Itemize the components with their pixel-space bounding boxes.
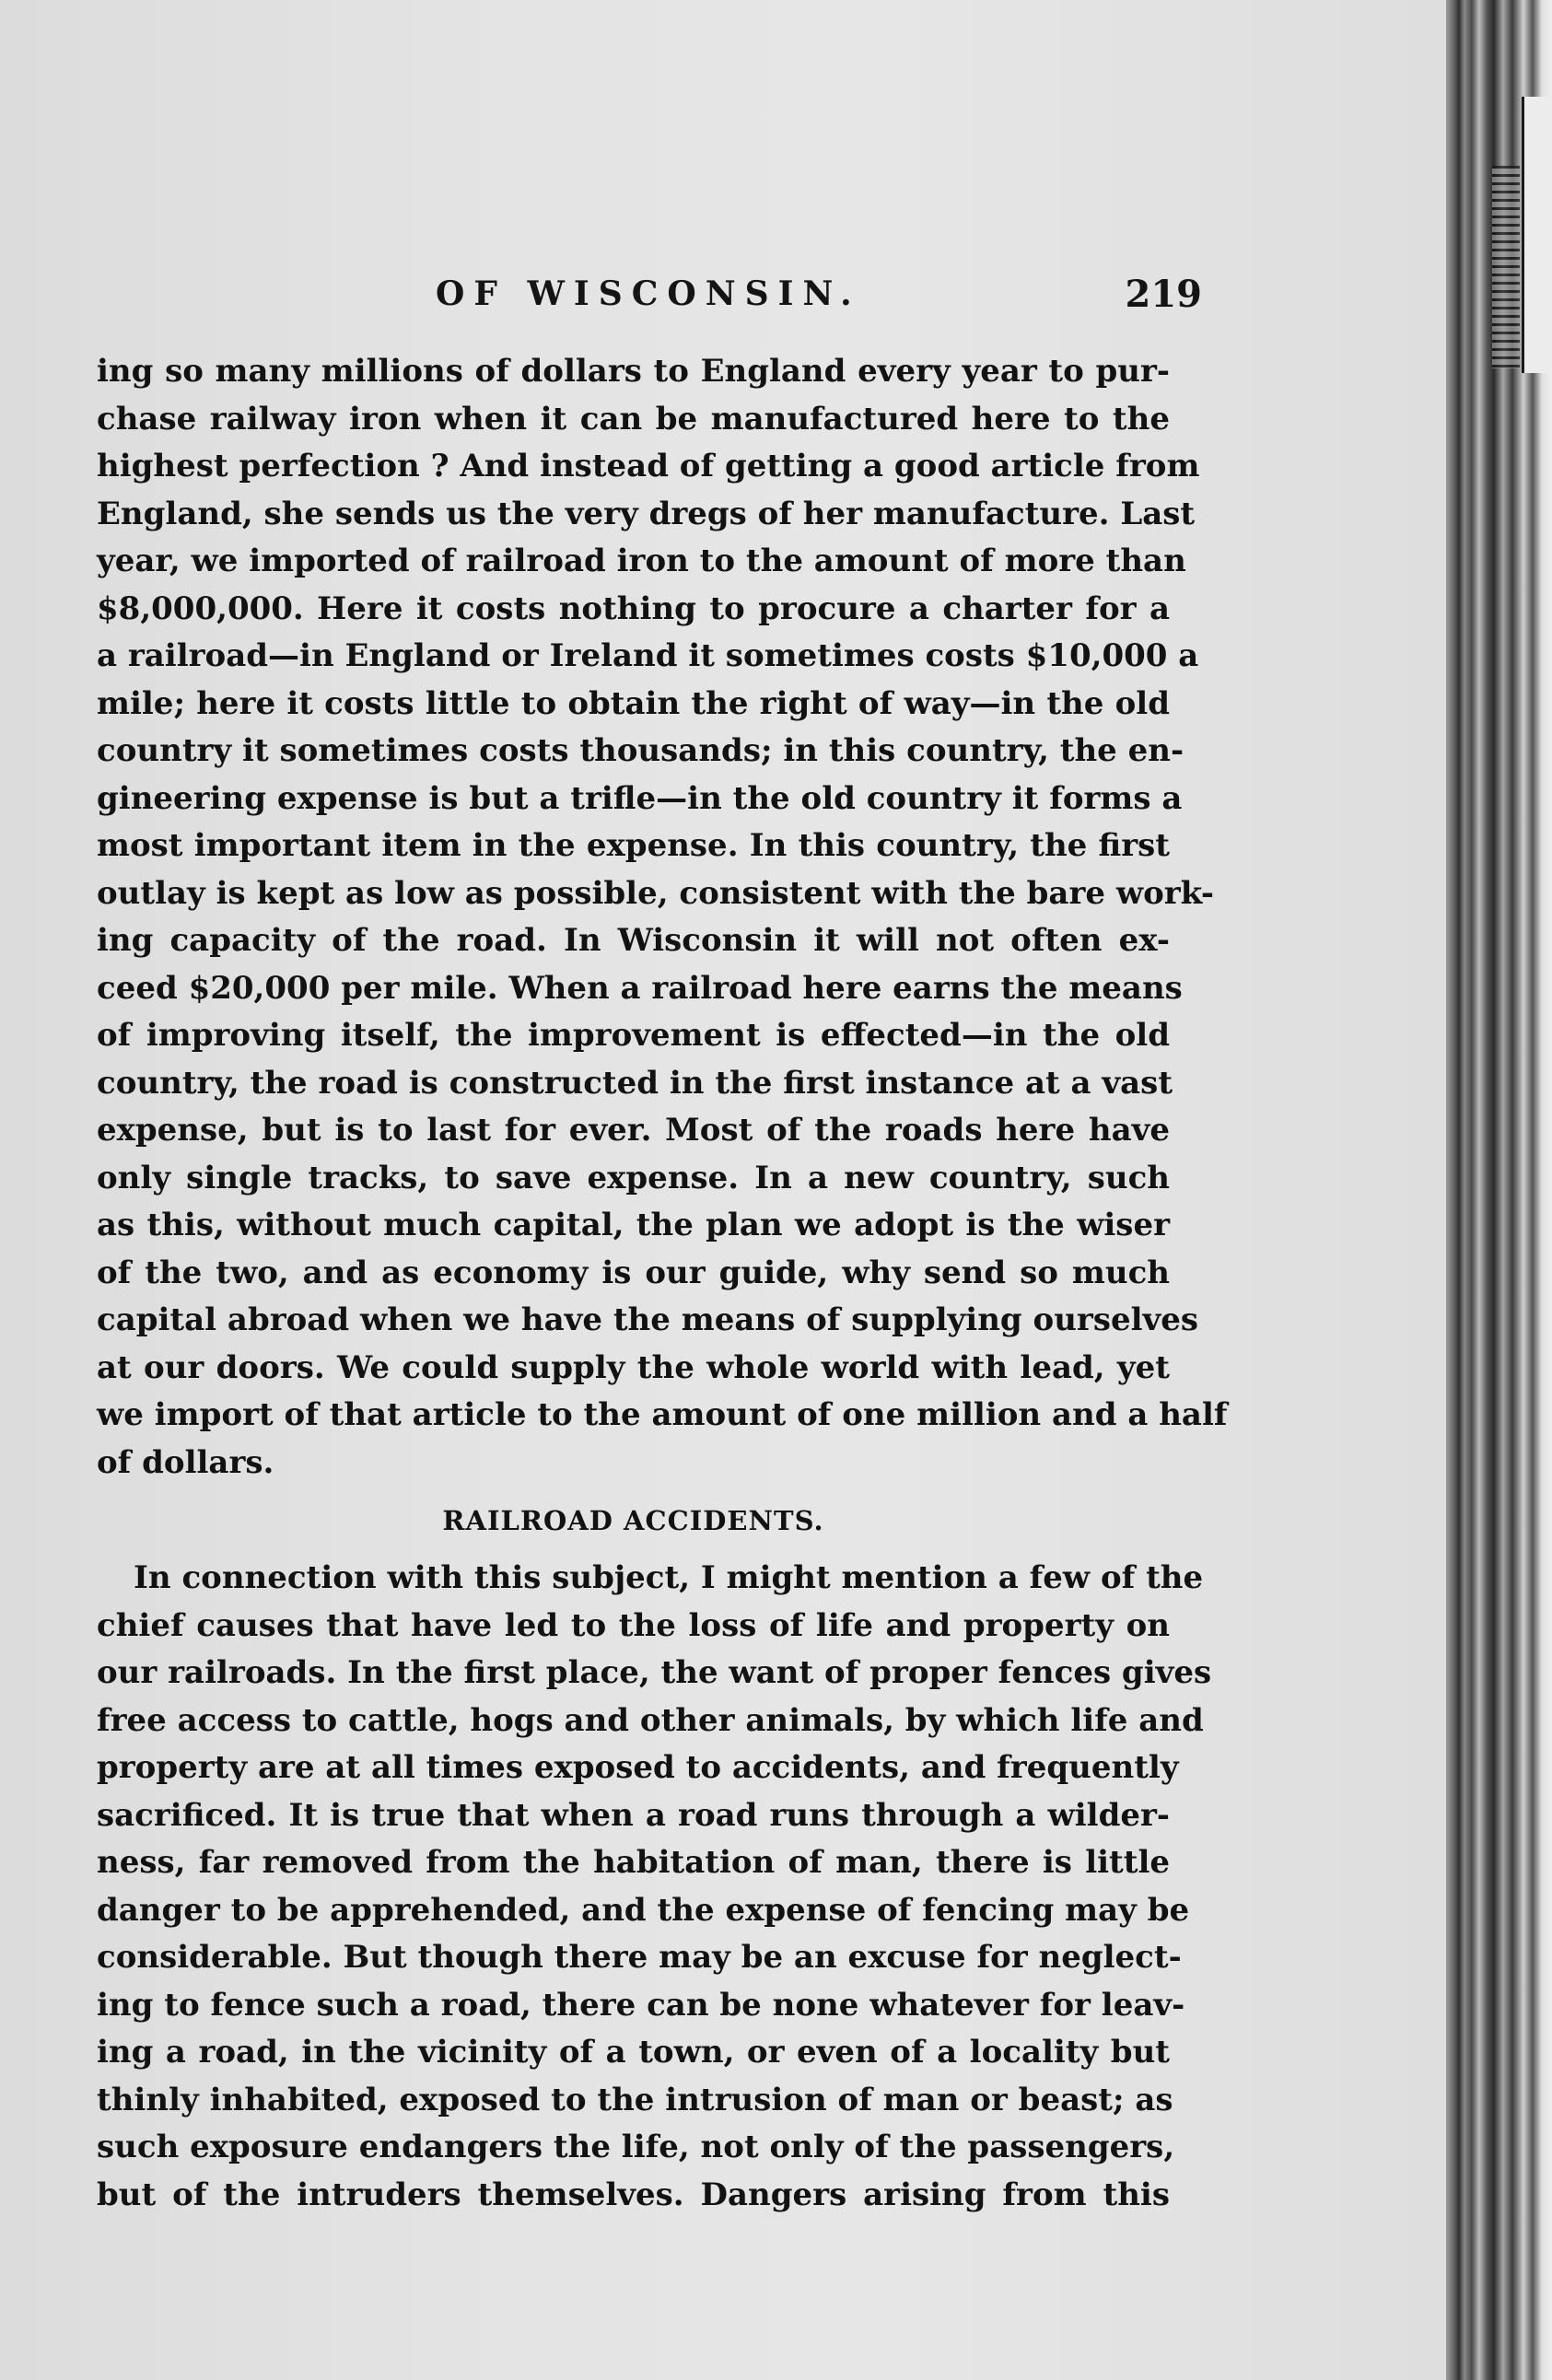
- text-line: England, she sends us the very dregs of her manufacture. Last: [97, 495, 1196, 532]
- section-heading: RAILROAD ACCIDENTS.: [442, 1505, 824, 1536]
- text-line: outlay is kept as low as possible, consistent with the bare work-: [97, 874, 1214, 912]
- page-number: 219: [1125, 273, 1202, 316]
- text-line: property are at all times exposed to accidents, and frequently: [97, 1749, 1179, 1786]
- text-line: ing so many millions of dollars to England every year to pur-: [97, 353, 1170, 390]
- text-line: of improving itself, the improvement is effected—in the old: [97, 1017, 1170, 1054]
- text-line: but of the intruders themselves. Dangers arising from this: [97, 2176, 1170, 2213]
- text-line: sacrificed. It is true that when a road runs through a wilder-: [97, 1796, 1170, 1834]
- text-line: such exposure endangers the life, not only of the passengers,: [97, 2129, 1175, 2165]
- text-line: of dollars.: [97, 1443, 274, 1481]
- text-line: capital abroad when we have the means of supplying ourselves: [97, 1301, 1199, 1338]
- text-line: free access to cattle, hogs and other animals, by which life and: [97, 1701, 1204, 1739]
- text-line: our railroads. In the first place, the want of proper fences gives: [97, 1654, 1212, 1691]
- text-line: a railroad—in England or Ireland it sometimes costs $10,000 a: [97, 637, 1199, 674]
- text-line: $8,000,000. Here it costs nothing to procure a charter for a: [97, 589, 1170, 627]
- text-line: thinly inhabited, exposed to the intrusion of man or beast; as: [97, 2081, 1173, 2118]
- spine-shadow: [1492, 166, 1520, 368]
- paragraph-1: [97, 348, 1228, 1487]
- text-line: ing capacity of the road. In Wisconsin it will not often ex-: [97, 922, 1170, 959]
- spine-paper-strip: [1522, 97, 1552, 373]
- text-line: In connection with this subject, I might mention a few of the: [134, 1559, 1204, 1596]
- text-line: ing to fence such a road, there can be none whatever for leav-: [97, 1986, 1185, 2024]
- page-header: [97, 273, 1202, 319]
- text-line: danger to be apprehended, and the expense of fencing may be: [97, 1891, 1190, 1929]
- text-line: only single tracks, to save expense. In a new country, such: [97, 1159, 1170, 1196]
- text-line: ing a road, in the vicinity of a town, or even of a locality but: [97, 2034, 1170, 2071]
- text-line: as this, without much capital, the plan we adopt is the wiser: [97, 1207, 1170, 1243]
- text-line: chief causes that have led to the loss of life and property on: [97, 1606, 1170, 1644]
- paragraph-2: [97, 1555, 1212, 2219]
- text-line: country, the road is constructed in the first instance at a vast: [97, 1064, 1173, 1102]
- text-line: of the two, and as economy is our guide, why send so much: [97, 1254, 1170, 1291]
- body-text: [97, 348, 1228, 2219]
- text-line: considerable. But though there may be an excuse for neglect-: [97, 1939, 1182, 1976]
- text-line: we import of that article to the amount of one million and a half: [97, 1396, 1228, 1433]
- running-head: OF WISCONSIN.: [436, 274, 861, 313]
- text-line: at our doors. We could supply the whole world with lead, yet: [97, 1348, 1170, 1386]
- text-line: most important item in the expense. In this country, the first: [97, 827, 1170, 864]
- text-line: expense, but is to last for ever. Most of the roads here have: [97, 1112, 1170, 1149]
- text-line: ceed $20,000 per mile. When a railroad here earns the means: [97, 969, 1183, 1007]
- text-line: year, we imported of railroad iron to the amount of more than: [97, 542, 1186, 579]
- text-line: gineering expense is but a trifle—in the old country it forms a: [97, 779, 1183, 817]
- text-line: highest perfection ? And instead of getting a good article from: [97, 448, 1200, 484]
- text-line: mile; here it costs little to obtain the right of way—in the old: [97, 684, 1170, 722]
- text-line: country it sometimes costs thousands; in this country, the en-: [97, 732, 1184, 769]
- text-line: ness, far removed from the habitation of man, there is little: [97, 1844, 1170, 1881]
- text-line: chase railway iron when it can be manufactured here to the: [97, 400, 1170, 438]
